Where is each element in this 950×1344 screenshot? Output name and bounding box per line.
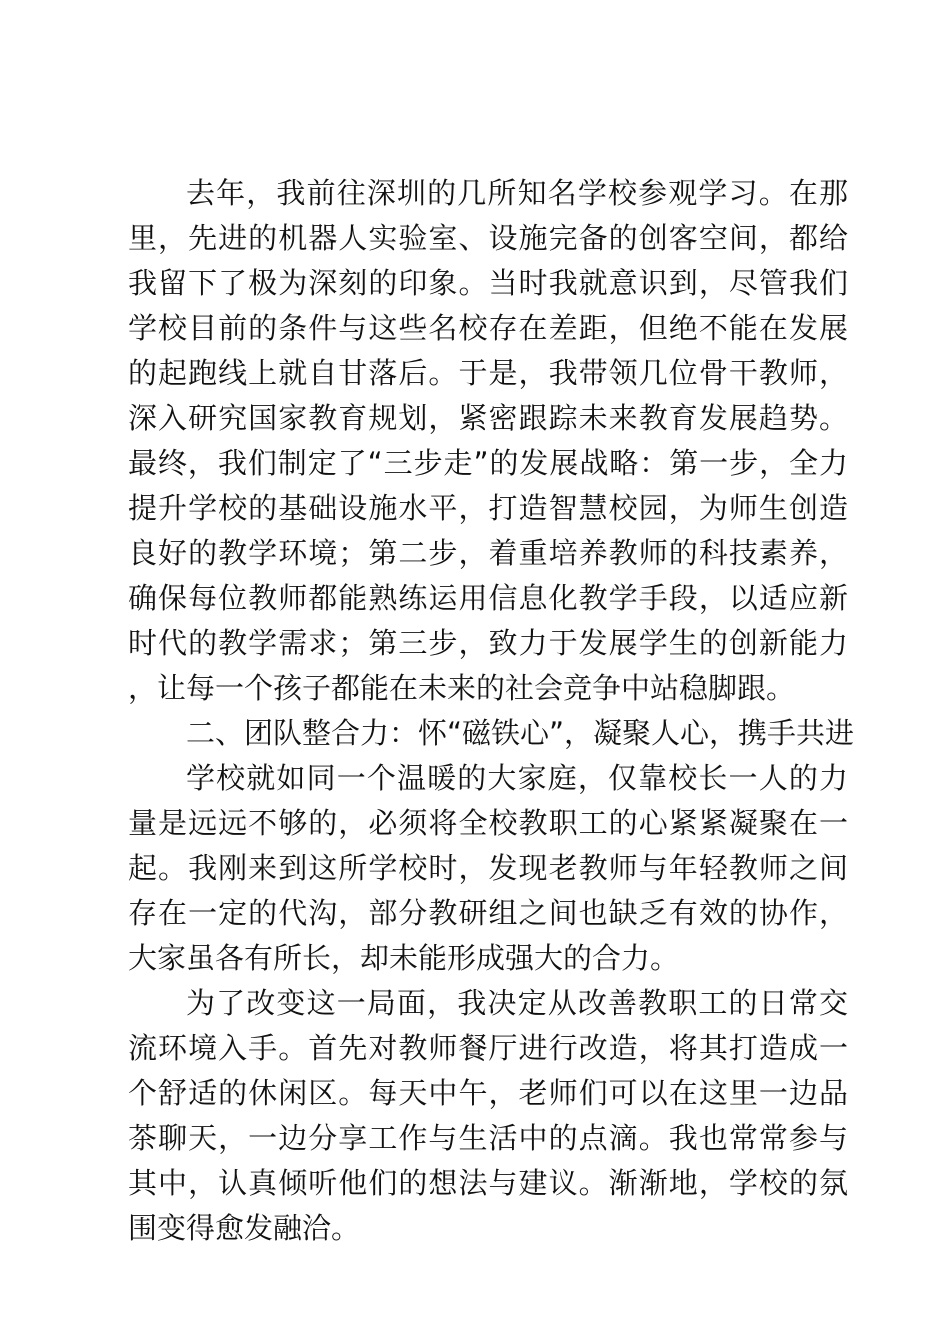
body-paragraph-change: 为了改变这一局面，我决定从改善教职工的日常交流环境入手。首先对教师餐厅进行改造，将其打造成一个舒适的休闲区。每天中午，老师们可以在这里一边品茶聊天，一边分享工作与生活中的点滴。我也常常参与其中，认真倾听他们的想法与建议。渐渐地，学校的氛围变得愈发融洽。 [128, 986, 848, 1245]
body-paragraph-team: 学校就如同一个温暖的大家庭，仅靠校长一人的力量是远远不够的，必须将全校教职工的心紧紧凝聚在一起。我刚来到这所学校时，发现老教师与年轻教师之间存在一定的代沟，部分教研组之间也缺乏有效的协作，大家虽各有所长，却未能形成强大的合力。 [128, 761, 848, 975]
document-body [128, 171, 855, 1251]
body-paragraph-strategy: 去年，我前往深圳的几所知名学校参观学习。在那里，先进的机器人实验室、设施完备的创客空间，都给我留下了极为深刻的印象。当时我就意识到，尽管我们学校目前的条件与这些名校存在差距，但绝不能在发展的起跑线上就自甘落后。于是，我带领几位骨干教师，深入研究国家教育规划，紧密跟踪未来教育发展趋势。最终，我们制定了“三步走”的发展战略：第一步，全力提升学校的基础设施水平，打造智慧校园，为师生创造良好的教学环境；第二步，着重培养教师的科技素养，确保每位教师都能熟练运用信息化教学手段，以适应新时代的教学需求；第三步，致力于发展学生的创新能力，让每一个孩子都能在未来的社会竞争中站稳脚跟。 [128, 176, 848, 705]
section-heading: 二、团队整合力：怀“磁铁心”，凝聚人心，携手共进 [186, 716, 855, 750]
